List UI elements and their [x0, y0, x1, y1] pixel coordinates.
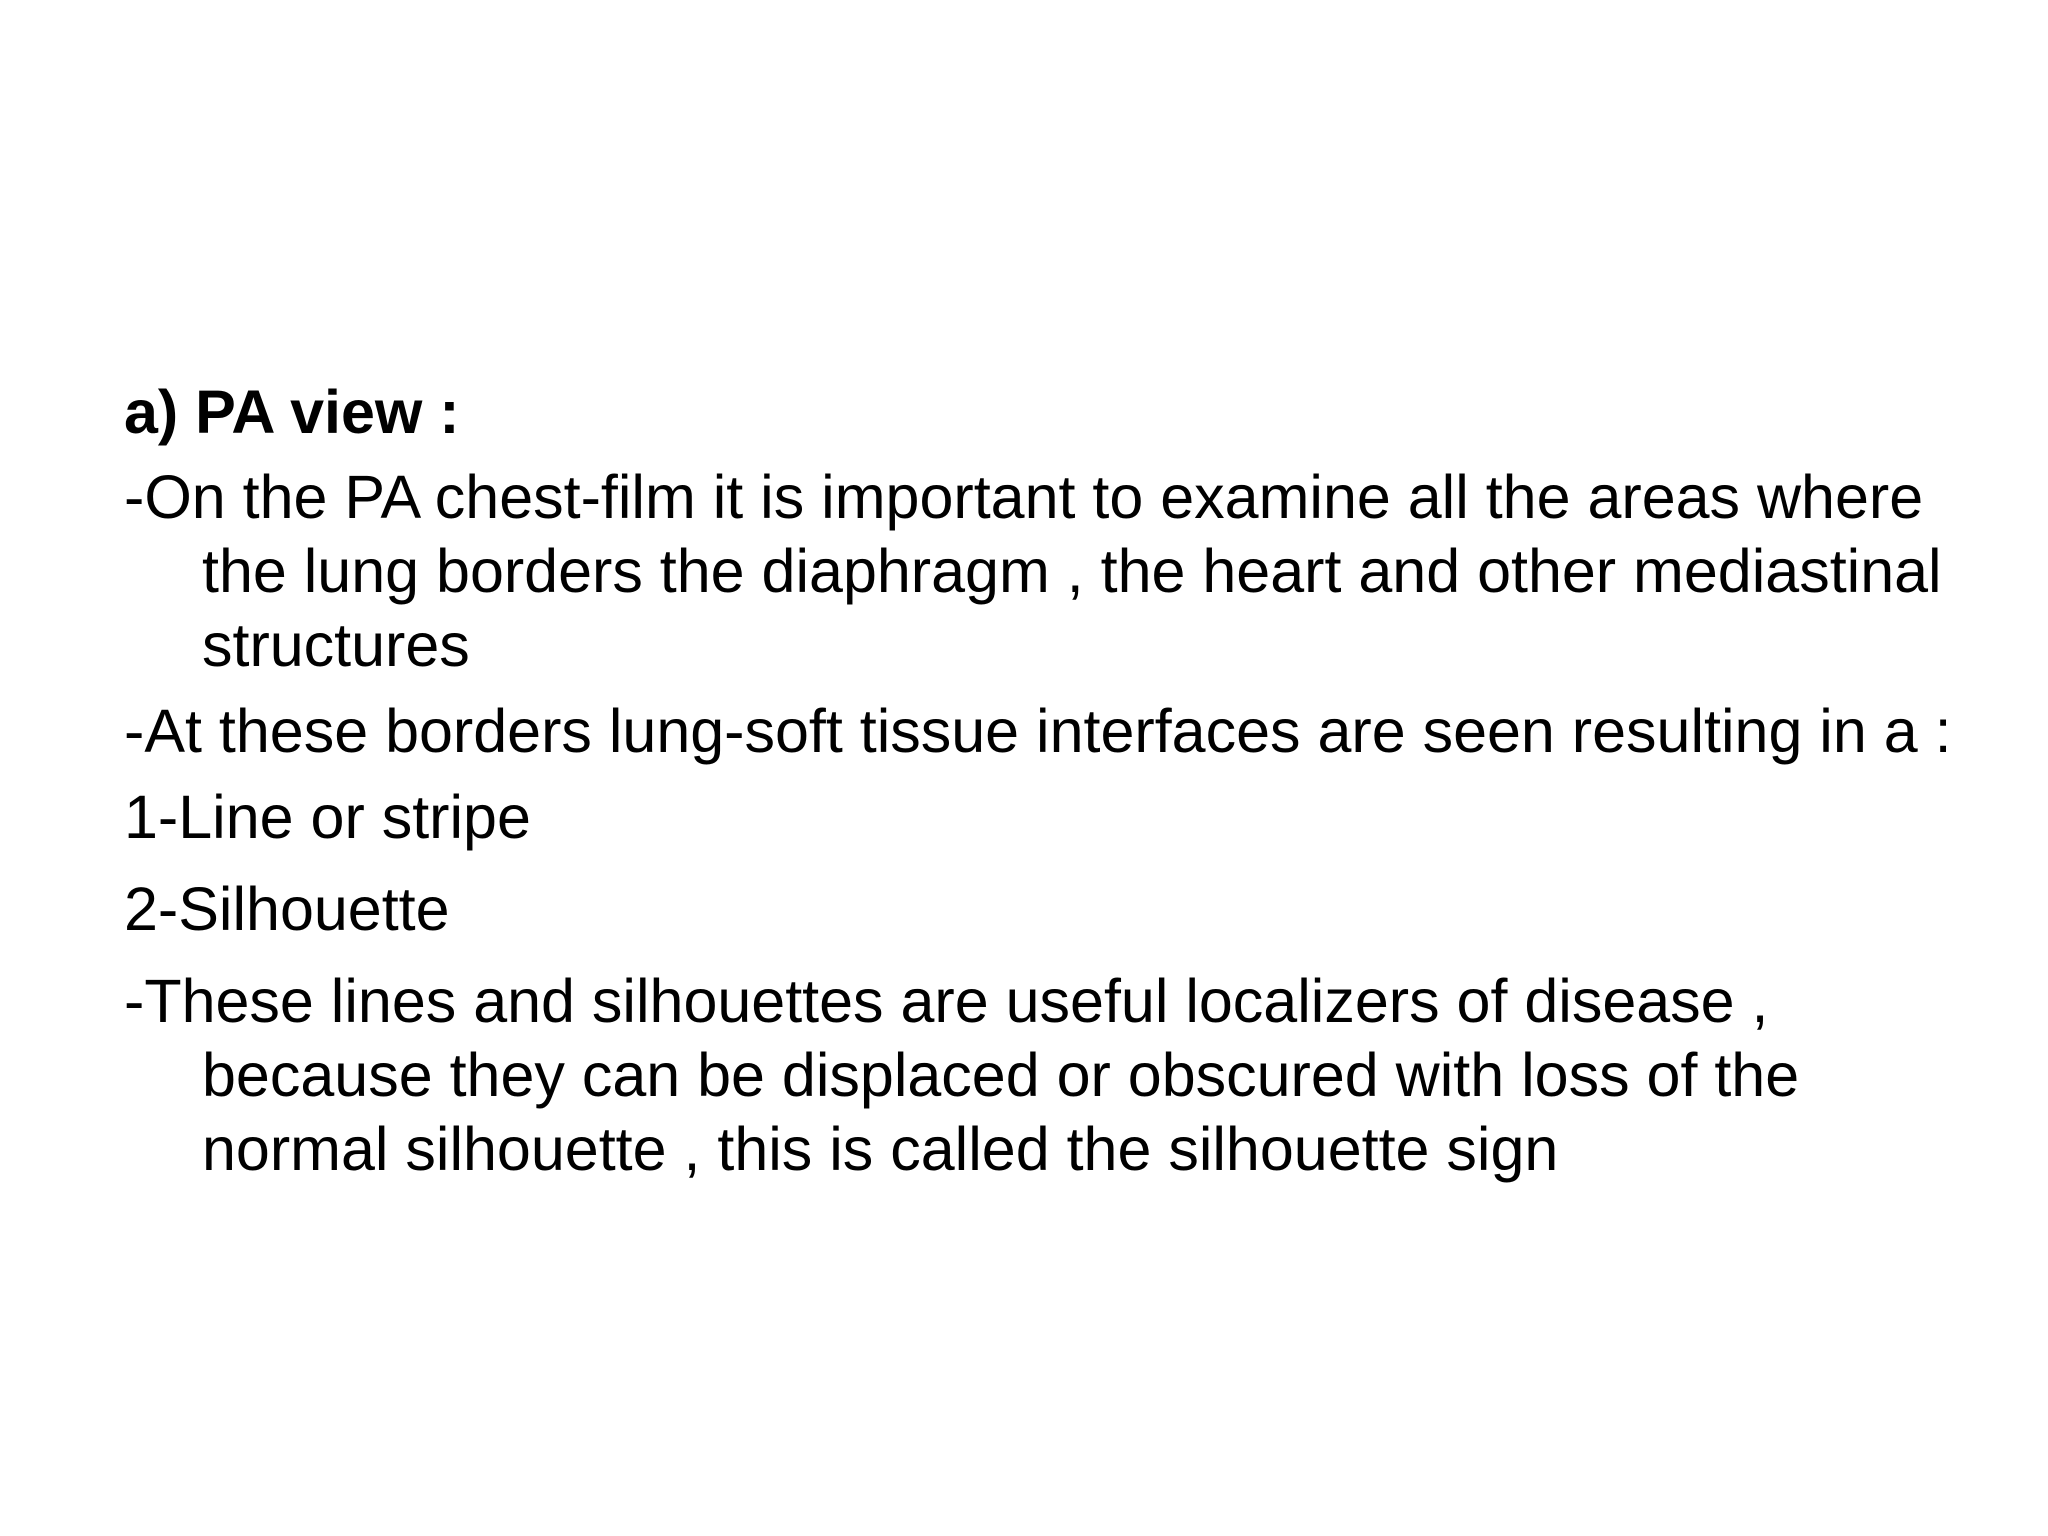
paragraph-interfaces: -At these borders lung-soft tissue interfaces are seen resulting in a :	[124, 697, 1952, 765]
list-item-line-or-stripe: 1-Line or stripe	[124, 783, 531, 851]
list-item-silhouette: 2-Silhouette	[124, 875, 450, 943]
paragraph-silhouette-sign: -These lines and silhouettes are useful localizers of disease , because they can be displaced or obscured with loss of the normal silhouette , this is called the silhouette sign	[124, 967, 1800, 1183]
paragraph-examine-borders: -On the PA chest-film it is important to examine all the areas where the lung borders the diaphragm , the heart and other mediastinal structures	[124, 463, 1942, 679]
slide-body	[124, 376, 1984, 1198]
section-heading: a) PA view :	[124, 378, 460, 446]
